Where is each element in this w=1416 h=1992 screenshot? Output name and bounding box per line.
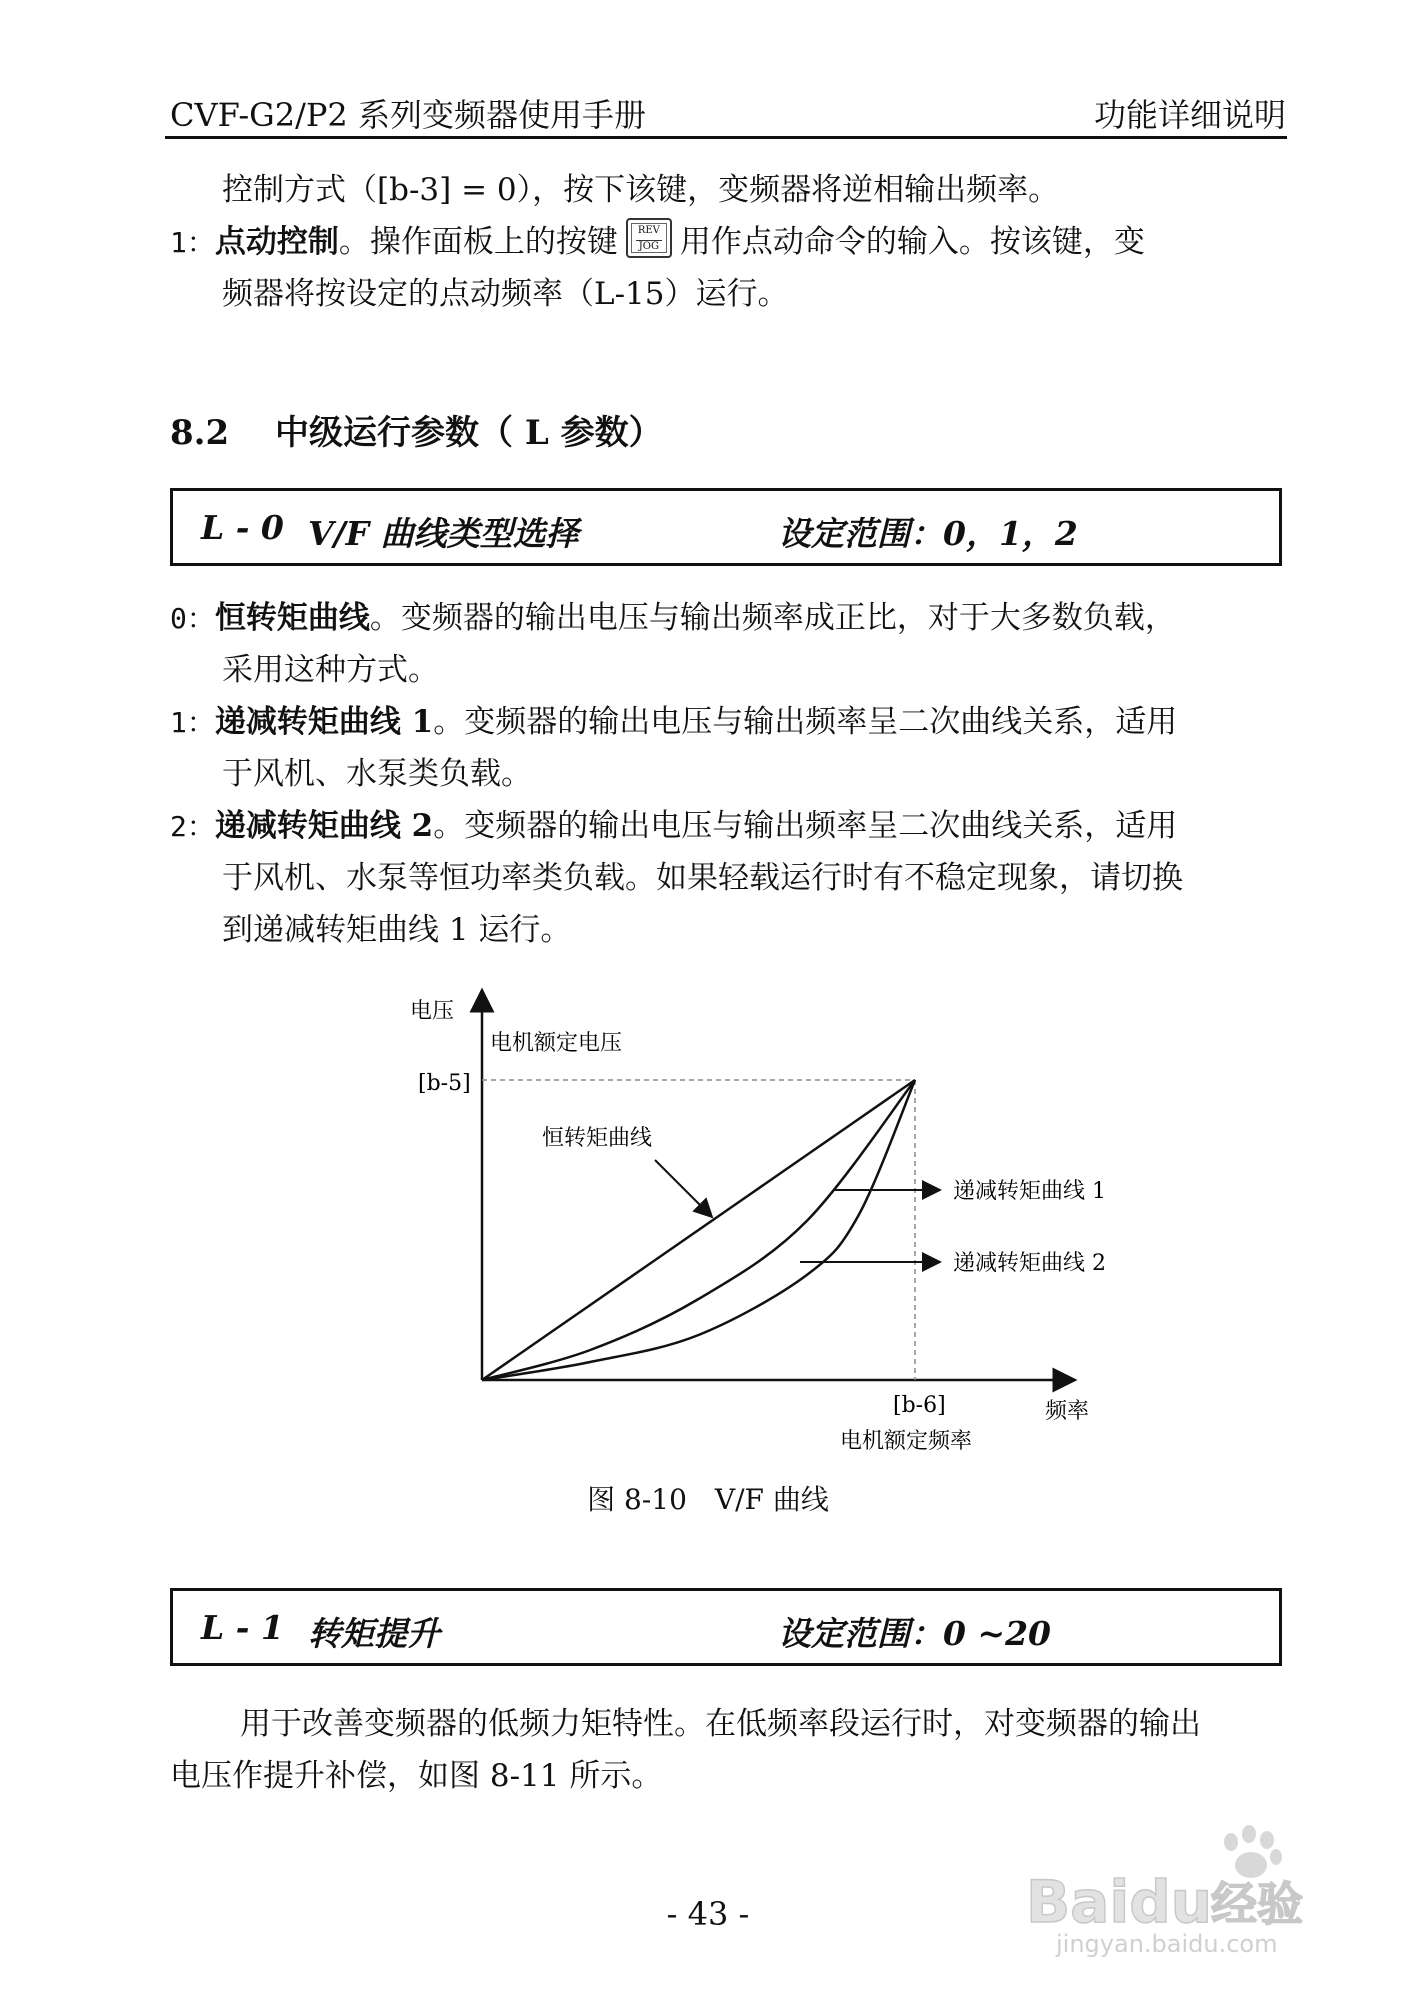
option-0-line-2: 采用这种方式。 <box>222 652 439 688</box>
option-number: 0： <box>170 602 215 635</box>
baidu-paw-logo-icon <box>1026 1810 1326 1960</box>
x-tick-label: [b-6] <box>893 1393 946 1418</box>
section-title: 中级运行参数（ L 参数） <box>275 413 663 453</box>
param-id: L - 0 <box>201 508 284 547</box>
param-name: V/F 曲线类型选择 <box>308 514 579 553</box>
option-text: 。变频器的输出电压与输出频率呈二次曲线关系，适用 <box>433 704 1178 740</box>
item-text-cont: 用作点动命令的输入。按该键，变 <box>679 224 1145 260</box>
option-title: 恒转矩曲线 <box>214 600 370 636</box>
param-range: 设定范围：0 ~20 <box>778 1614 1052 1653</box>
y-axis-label: 电压 <box>410 999 455 1024</box>
section-number: 8.2 <box>170 413 230 453</box>
watermark-brand-cn: 经验 <box>1211 1877 1303 1931</box>
option-2-line-3: 到递减转矩曲线 1 运行。 <box>222 912 572 948</box>
option-title: 递减转矩曲线 2 <box>214 808 434 844</box>
item-number: 1： <box>170 226 215 259</box>
figure-caption: 图 8-10 V/F 曲线 <box>587 1483 829 1516</box>
param-id: L - 1 <box>201 1608 284 1647</box>
l1-text-line-2: 电压作提升补偿，如图 8-11 所示。 <box>170 1758 663 1794</box>
annotation-arrow-constant <box>655 1160 712 1217</box>
option-text: 。变频器的输出电压与输出频率成正比，对于大多数负载， <box>369 600 1176 636</box>
header-title: CVF-G2/P2 系列变频器使用手册 <box>170 96 646 134</box>
param-box-l1 <box>170 1588 1282 1666</box>
l1-text-line-1: 用于改善变频器的低频力矩特性。在低频率段运行时，对变频器的输出 <box>240 1706 1201 1742</box>
param-name: 转矩提升 <box>308 1614 440 1653</box>
option-number: 1： <box>170 706 215 739</box>
item-text: 。操作面板上的按键 <box>338 224 618 260</box>
option-title: 递减转矩曲线 1 <box>214 704 434 740</box>
option-text: 。变频器的输出电压与输出频率呈二次曲线关系，适用 <box>433 808 1178 844</box>
option-2-line-2: 于风机、水泵等恒功率类负载。如果轻载运行时有不稳定现象，请切换 <box>222 860 1183 896</box>
y-tick-label: [b-5] <box>418 1071 471 1096</box>
watermark-brand: Baidu <box>1026 1868 1213 1936</box>
intro-item-1-line-2: 频器将按设定的点动频率（L-15）运行。 <box>222 276 789 312</box>
page-number: - 43 - <box>666 1895 750 1933</box>
x-axis-note: 电机额定频率 <box>840 1429 973 1454</box>
param-range: 设定范围：0，1，2 <box>778 514 1078 553</box>
baidu-watermark <box>1026 1810 1326 1960</box>
header-section: 功能详细说明 <box>1093 96 1286 134</box>
annotation-constant-torque: 恒转矩曲线 <box>542 1126 653 1151</box>
option-1-line-2: 于风机、水泵类负载。 <box>222 756 532 792</box>
item-title: 点动控制 <box>214 224 339 260</box>
watermark-url: jingyan.baidu.com <box>1056 1930 1278 1958</box>
intro-line-1: 控制方式（[b-3] = 0），按下该键，变频器将逆相输出频率。 <box>222 172 1060 208</box>
annotation-reduced-torque-1: 递减转矩曲线 1 <box>953 1179 1106 1204</box>
x-axis-label: 频率 <box>1045 1399 1090 1424</box>
y-axis-note: 电机额定电压 <box>490 1031 623 1056</box>
key-top-label: REV <box>637 225 660 236</box>
annotation-reduced-torque-2: 递减转矩曲线 2 <box>953 1251 1106 1276</box>
key-bottom-label: JOG <box>636 240 662 252</box>
option-number: 2： <box>170 810 215 843</box>
